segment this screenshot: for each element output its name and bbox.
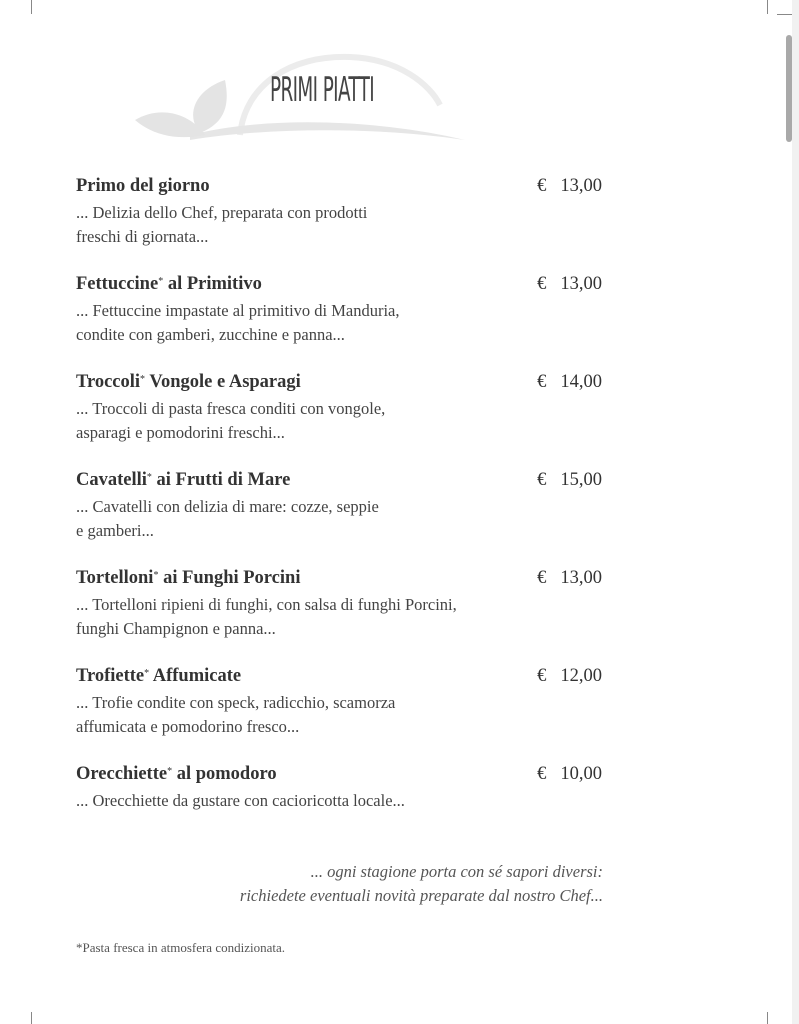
item-description-line: condite con gamberi, zucchine e panna...: [76, 325, 345, 344]
crop-mark: [31, 1012, 32, 1024]
menu-item: [76, 762, 606, 813]
item-name-rest: Vongole e Asparagi: [145, 372, 301, 392]
item-description-line: ... Troccoli di pasta fresca conditi con vongole,: [76, 399, 386, 418]
crop-mark: [767, 0, 768, 14]
currency-symbol: €: [537, 274, 547, 294]
item-name-text: Orecchiette: [76, 764, 168, 784]
item-name-rest: al pomodoro: [172, 764, 277, 784]
price-value: 10,00: [560, 764, 602, 784]
item-name-rest: ai Frutti di Mare: [151, 470, 291, 490]
menu-item: [76, 566, 606, 641]
item-price: [537, 370, 602, 394]
note-line: ... ogni stagione porta con sé sapori diversi:: [310, 862, 603, 881]
item-description-line: ... Fettuccine impastate al primitivo di Manduria,: [76, 301, 400, 320]
price-value: 13,00: [560, 176, 602, 196]
item-description-line: ... Tortelloni ripieni di funghi, con salsa di funghi Porcini,: [76, 595, 457, 614]
item-name-rest: ai Funghi Porcini: [158, 568, 301, 588]
menu-item: [76, 174, 606, 249]
item-description-line: ... Delizia dello Chef, preparata con prodotti: [76, 203, 368, 222]
item-name-rest: al Primitivo: [163, 274, 262, 294]
item-name-rest: Affumicate: [149, 666, 242, 686]
item-description-line: asparagi e pomodorini freschi...: [76, 423, 285, 442]
crop-mark: [777, 14, 792, 15]
price-value: 13,00: [560, 274, 602, 294]
item-description: [76, 495, 546, 543]
item-description-line: ... Orecchiette da gustare con cacioricotta locale...: [76, 791, 405, 810]
note-line: richiedete eventuali novità preparate dal nostro Chef...: [239, 886, 603, 905]
item-description-line: ... Trofie condite con speck, radicchio, scamorza: [76, 693, 396, 712]
item-description: [76, 299, 546, 347]
item-name-text: Primo del giorno: [76, 176, 210, 196]
item-price: [537, 664, 602, 688]
scroll-track: [792, 0, 799, 1024]
price-value: 15,00: [560, 470, 602, 490]
item-name: [76, 174, 606, 198]
item-description: [76, 789, 546, 813]
asterisk: *: [140, 374, 146, 385]
item-price: [537, 174, 602, 198]
item-description-line: e gamberi...: [76, 521, 154, 540]
item-name: [76, 272, 606, 296]
chef-note: [240, 860, 603, 908]
item-name-text: Fettuccine: [76, 274, 159, 294]
menu-item: [76, 370, 606, 445]
asterisk: *: [153, 570, 159, 581]
scrollbar[interactable]: [786, 35, 792, 142]
currency-symbol: €: [537, 470, 547, 490]
item-description: [76, 593, 546, 641]
menu-item: [76, 272, 606, 347]
item-name-text: Cavatelli: [76, 470, 147, 490]
crop-mark: [767, 1012, 768, 1024]
currency-symbol: €: [537, 764, 547, 784]
page-title: PRIMI PIATTI: [270, 70, 375, 110]
item-price: [537, 762, 602, 786]
item-description-line: affumicata e pomodorino fresco...: [76, 717, 300, 736]
item-price: [537, 566, 602, 590]
currency-symbol: €: [537, 372, 547, 392]
footnote: *Pasta fresca in atmosfera condizionata.: [76, 940, 285, 955]
item-price: [537, 468, 602, 492]
item-description: [76, 397, 546, 445]
item-name-text: Troccoli: [76, 372, 141, 392]
asterisk: *: [158, 276, 164, 287]
item-description: [76, 691, 546, 739]
item-description: [76, 201, 546, 249]
item-description-line: funghi Champignon e panna...: [76, 619, 276, 638]
item-name: [76, 664, 606, 688]
asterisk: *: [144, 668, 150, 679]
item-name: [76, 566, 606, 590]
item-name: [76, 762, 606, 786]
item-name-text: Tortelloni: [76, 568, 154, 588]
asterisk: *: [167, 766, 173, 777]
currency-symbol: €: [537, 176, 547, 196]
item-description-line: freschi di giornata...: [76, 227, 209, 246]
asterisk: *: [146, 472, 152, 483]
price-value: 14,00: [560, 372, 602, 392]
item-price: [537, 272, 602, 296]
price-value: 12,00: [560, 666, 602, 686]
item-name-text: Trofiette: [76, 666, 145, 686]
currency-symbol: €: [537, 666, 547, 686]
crop-mark: [31, 0, 32, 14]
currency-symbol: €: [537, 568, 547, 588]
menu-item: [76, 664, 606, 739]
price-value: 13,00: [560, 568, 602, 588]
menu-item: [76, 468, 606, 543]
item-name: [76, 370, 606, 394]
item-name: [76, 468, 606, 492]
item-description-line: ... Cavatelli con delizia di mare: cozze, seppie: [76, 497, 379, 516]
